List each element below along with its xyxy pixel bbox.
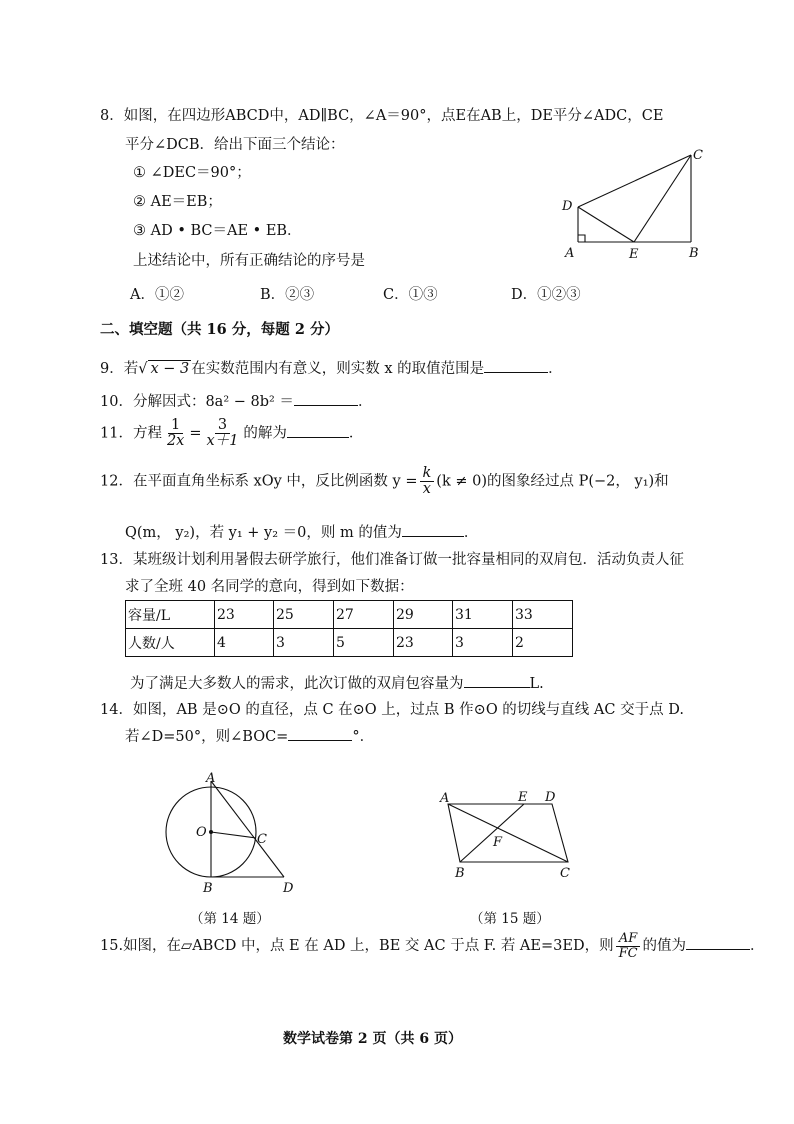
q8-figure xyxy=(560,145,720,265)
q8-option-b: B．②③ xyxy=(260,287,315,303)
q15-fraction xyxy=(616,932,641,960)
q9-number: 9． xyxy=(100,361,124,377)
q14-unit: °． xyxy=(352,729,375,745)
q8-line1 xyxy=(100,104,663,125)
q11-f1-numerator: 1 xyxy=(168,418,183,434)
q14-figure xyxy=(160,765,310,895)
q12-denominator: x xyxy=(422,481,431,498)
table-cell: 5 xyxy=(334,629,394,657)
q10 xyxy=(100,390,372,411)
table-row xyxy=(126,601,573,629)
q12-fraction xyxy=(420,466,435,497)
q9 xyxy=(100,357,563,378)
q15-label-c: C xyxy=(560,866,570,881)
table-cell-header: 容量/L xyxy=(126,601,215,629)
q9-post: 在实数范围内有意义，则实数 x 的取值范围是 xyxy=(191,361,485,377)
q8-label-c: C xyxy=(693,148,703,163)
table-cell: 25 xyxy=(274,601,334,629)
q15-figure xyxy=(435,785,585,885)
q10-end: ． xyxy=(357,394,373,410)
q14-label-d: D xyxy=(283,881,294,896)
q12-condition: (k ≠ 0) xyxy=(436,473,487,490)
q14-number: 14． xyxy=(100,702,133,718)
q12-pre: 在平面直角坐标系 xOy 中，反比例函数 y = xyxy=(132,473,418,490)
q13-unit: L. xyxy=(529,676,544,692)
table-cell: 31 xyxy=(453,601,513,629)
q14-line1 xyxy=(100,698,684,719)
q15-label-f: F xyxy=(493,835,503,850)
table-cell: 27 xyxy=(334,601,394,629)
q13-after xyxy=(130,672,544,693)
q11-f2-denominator: x＋1 xyxy=(206,433,239,450)
section-2-title: 二、填空题（共 16 分，每题 2 分） xyxy=(100,321,339,338)
q15-label-e: E xyxy=(518,790,528,805)
table-cell: 23 xyxy=(394,629,453,657)
q12-number: 12． xyxy=(100,473,133,490)
table-cell: 33 xyxy=(513,601,573,629)
table-cell: 2 xyxy=(513,629,573,657)
q11-end: ． xyxy=(348,425,364,442)
q9-answer-blank[interactable] xyxy=(484,358,548,373)
q11 xyxy=(100,418,363,449)
q15-denominator: FC xyxy=(618,945,638,961)
q8-conclusion-1: ① ∠DEC＝90°； xyxy=(133,165,251,181)
q8-stem-line1: 如图，在四边形ABCD中，AD∥BC，∠A＝90°，点E在AB上，DE平分∠ADC，CE xyxy=(123,108,664,124)
q12-end: ． xyxy=(463,525,479,541)
q11-f2-numerator: 3 xyxy=(215,418,230,434)
q14-seg-oc xyxy=(211,832,256,838)
q8-seg-de xyxy=(578,207,634,242)
q15-number: 15. xyxy=(100,938,124,955)
q14-answer-blank[interactable] xyxy=(288,726,352,741)
q11-pre: 方程 xyxy=(132,425,162,442)
q9-radicand: x − 3 xyxy=(150,361,190,377)
q8-right-angle-mark xyxy=(578,235,585,242)
q15-numerator: AF xyxy=(616,932,640,947)
q8-label-b: B xyxy=(689,246,699,261)
q8-option-d: D．①②③ xyxy=(511,287,581,303)
q15-end: ． xyxy=(750,938,765,955)
q8-question: 上述结论中，所有正确结论的序号是 xyxy=(133,253,365,269)
q8-number: 8． xyxy=(100,108,124,124)
q15-caption: （第 15 题） xyxy=(470,911,550,927)
q14-label-b: B xyxy=(203,881,213,896)
q11-f1-denominator: 2x xyxy=(166,433,185,450)
q15-diagonal-ac xyxy=(448,804,568,862)
q9-sqrt-sign: √ xyxy=(138,361,148,377)
table-row xyxy=(126,629,573,657)
q8-conclusion-2: ② AE＝EB； xyxy=(133,194,222,210)
q14-line2 xyxy=(125,725,374,746)
q13-after-text: 为了满足大多数人的需求，此次订做的双肩包容量为 xyxy=(130,676,464,692)
q14-caption: （第 14 题） xyxy=(190,911,270,927)
table-cell-header: 人数/人 xyxy=(126,629,215,657)
q10-number: 10． xyxy=(100,394,133,410)
q14-stem-line2: 若∠D=50°，则∠BOC= xyxy=(125,729,289,745)
q15-label-d: D xyxy=(545,790,556,805)
page-footer: 数学试卷第 2 页（共 6 页） xyxy=(283,1031,462,1047)
q13-data-table xyxy=(125,600,573,657)
q14-line-ad xyxy=(211,781,284,877)
table-cell: 3 xyxy=(274,629,334,657)
q11-equals: = xyxy=(189,425,202,442)
q8-stem-line2: 平分∠DCB．给出下面三个结论： xyxy=(125,137,345,153)
q8-option-a: A．①② xyxy=(130,287,184,303)
q8-label-e: E xyxy=(629,247,639,262)
q14-center-dot xyxy=(209,830,213,834)
q15-post: 的值为 xyxy=(642,938,687,955)
q13-stem-line2: 求了全班 40 名同学的意向，得到如下数据： xyxy=(125,579,414,595)
q10-answer-blank[interactable] xyxy=(294,391,358,406)
q15-answer-blank[interactable] xyxy=(686,935,750,950)
q15-label-b: B xyxy=(455,866,465,881)
table-cell: 3 xyxy=(453,629,513,657)
q14-label-a: A xyxy=(206,771,216,786)
q11-answer-blank[interactable] xyxy=(287,423,349,438)
q15 xyxy=(100,932,765,960)
q15-pre: 如图，在▱ABCD 中，点 E 在 AD 上，BE 交 AC 于点 F. 若 AE=3ED，则 xyxy=(123,938,614,955)
q13-answer-blank[interactable] xyxy=(464,673,530,688)
q8-label-d: D xyxy=(562,199,573,214)
q14-label-c: C xyxy=(257,832,267,847)
q11-number: 11． xyxy=(100,425,133,442)
q8-option-c: C．①③ xyxy=(383,287,438,303)
q14-stem-line1: 如图，AB 是⊙O 的直径，点 C 在⊙O 上，过点 B 作⊙O 的切线与直线 AC 交于点 D. xyxy=(132,702,684,718)
q14-label-o: O xyxy=(196,825,207,840)
table-cell: 29 xyxy=(394,601,453,629)
q13-stem-line1: 某班级计划利用暑假去研学旅行，他们准备订做一批容量相同的双肩包．活动负责人征 xyxy=(132,552,684,568)
q11-fraction-right xyxy=(204,418,242,449)
q12-line2 xyxy=(125,521,478,542)
q12-line1 xyxy=(100,466,669,497)
q15-label-a: A xyxy=(440,791,450,806)
table-cell: 4 xyxy=(215,629,274,657)
q13-line1 xyxy=(100,548,684,569)
q8-conclusion-3: ③ AD • BC＝AE • EB． xyxy=(133,223,302,239)
q9-pre: 若 xyxy=(123,361,139,377)
table-cell: 23 xyxy=(215,601,274,629)
q11-fraction-left xyxy=(164,418,187,449)
q12-post: 的图象经过点 P(−2， y₁)和 xyxy=(487,473,669,490)
q12-numerator: k xyxy=(420,466,435,482)
q11-post: 的解为 xyxy=(243,425,287,442)
q9-end: ． xyxy=(548,361,563,377)
q12-line2-text: Q(m， y₂)，若 y₁ + y₂ ＝0，则 m 的值为 xyxy=(125,525,402,541)
q8-label-a: A xyxy=(565,246,575,261)
q13-number: 13． xyxy=(100,552,133,568)
q15-seg-be xyxy=(460,804,524,862)
q10-text: 分解因式：8a² − 8b² ＝ xyxy=(132,394,294,410)
q12-answer-blank[interactable] xyxy=(402,522,464,537)
